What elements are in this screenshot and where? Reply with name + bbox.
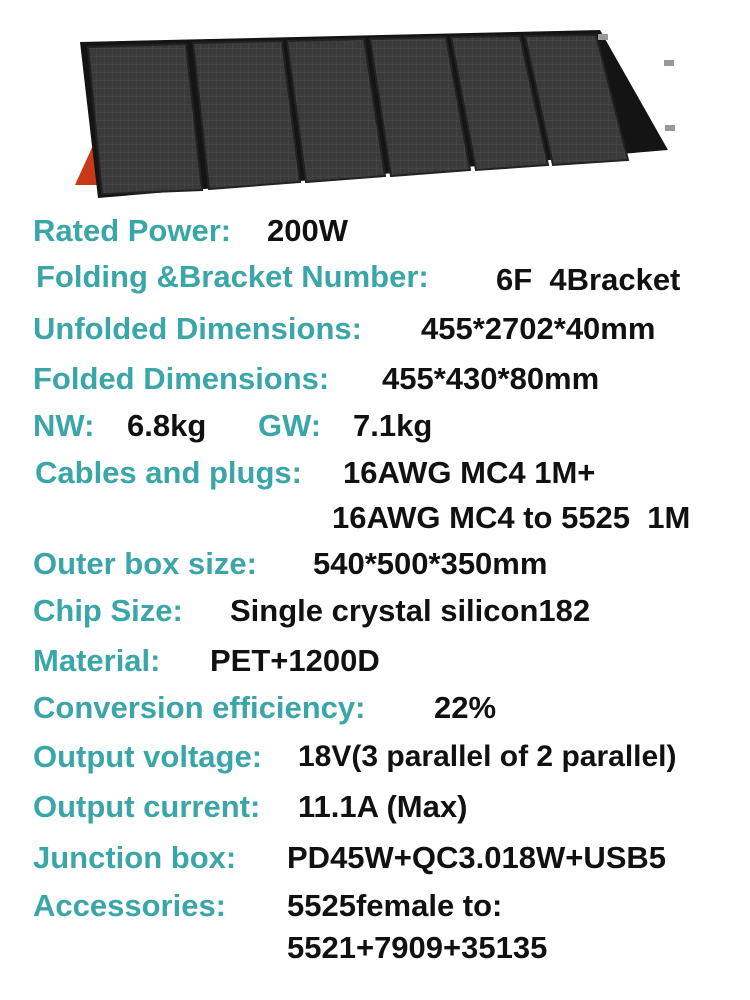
spec-output-current xyxy=(33,789,260,825)
spec-value: 6.8kg xyxy=(127,408,207,443)
spec-value: 16AWG MC4 1M+ xyxy=(343,455,596,490)
spec-label: Rated Power: xyxy=(33,213,232,248)
spec-value: 22% xyxy=(434,690,497,725)
spec-output-voltage xyxy=(33,739,262,775)
spec-value: 455*430*80mm xyxy=(382,361,600,396)
spec-material xyxy=(33,643,160,679)
spec-label: Unfolded Dimensions: xyxy=(33,311,362,346)
spec-accessories xyxy=(33,888,226,924)
spec-label: Cables and plugs: xyxy=(35,455,302,490)
spec-label: Accessories: xyxy=(33,888,227,923)
spec-label: NW: xyxy=(33,408,95,443)
spec-label: Outer box size: xyxy=(33,546,257,581)
spec-chip-size xyxy=(33,593,183,629)
spec-value: 6F 4Bracket xyxy=(496,262,681,297)
spec-folding-bracket xyxy=(36,259,429,295)
spec-conversion-efficiency xyxy=(33,690,365,726)
spec-unfolded-dimensions xyxy=(33,311,362,347)
spec-label: Conversion efficiency: xyxy=(33,690,366,725)
spec-outer-box-size xyxy=(33,546,257,582)
spec-label: Material: xyxy=(33,643,161,678)
spec-value-line2: 5521+7909+35135 xyxy=(287,930,548,965)
spec-label: Folded Dimensions: xyxy=(33,361,330,396)
spec-label-gross-weight: GW: xyxy=(258,408,322,443)
spec-junction-box xyxy=(33,840,236,876)
spec-value: 5525female to: xyxy=(287,888,503,923)
spec-label: Output current: xyxy=(33,789,261,824)
spec-value: 540*500*350mm xyxy=(313,546,548,581)
spec-value-line2: 16AWG MC4 to 5525 1M xyxy=(332,500,691,535)
spec-value: 11.1A (Max) xyxy=(298,789,468,824)
foldable-solar-panel-icon xyxy=(0,0,750,205)
spec-label: Chip Size: xyxy=(33,593,183,628)
spec-label: Output voltage: xyxy=(33,739,263,774)
spec-value: PET+1200D xyxy=(210,643,380,678)
spec-value: Single crystal silicon182 xyxy=(230,593,591,628)
spec-rated-power xyxy=(33,213,231,249)
spec-value-gross-weight: 7.1kg xyxy=(353,408,433,443)
spec-label: Folding &Bracket Number: xyxy=(36,259,429,294)
spec-value: 18V(3 parallel of 2 parallel) xyxy=(298,740,677,773)
spec-weight xyxy=(33,408,94,444)
spec-value: 200W xyxy=(267,213,348,248)
spec-folded-dimensions xyxy=(33,361,329,397)
spec-value: 455*2702*40mm xyxy=(421,311,656,346)
spec-value: PD45W+QC3.018W+USB5 xyxy=(287,840,667,875)
spec-label: Junction box: xyxy=(33,840,237,875)
spec-cables-plugs xyxy=(35,455,302,491)
